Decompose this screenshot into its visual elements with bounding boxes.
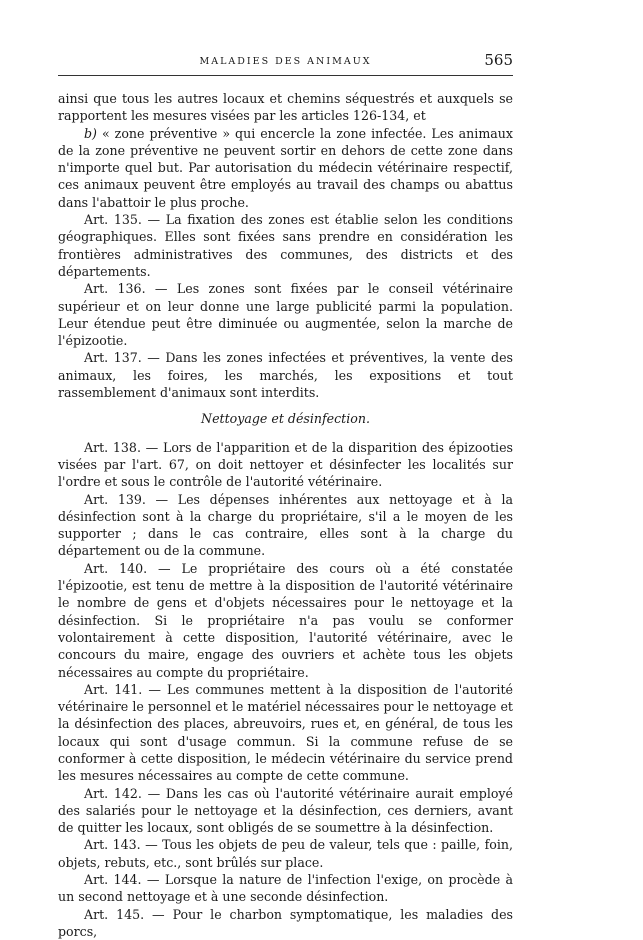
page-number: 565	[484, 51, 513, 69]
article-142: Art. 142. — Dans les cas où l'autorité vétérinaire aurait employé des salariés pour le nettoyage et la désinfection, ces derniers, avant de quitter les locaux, sont obligés de se soumettre à la désinfection.	[58, 785, 513, 836]
body-text	[58, 90, 513, 940]
article-139: Art. 139. — Les dépenses inhérentes aux nettoyage et à la désinfection sont à la charge du propriétaire, s'il a le moyen de les supporter ; dans le cas contraire, elles sont à la charge du département ou de la commune.	[58, 491, 513, 559]
article-136: Art. 136. — Les zones sont fixées par le conseil vétérinaire supérieur et on leur donne une large publicité parmi la population. Leur étendue peut être diminuée ou augmentée, selon la marche de l'épizootie.	[58, 281, 513, 349]
article-141: Art. 141. — Les communes mettent à la disposition de l'autorité vétérinaire le personnel et le matériel nécessaires pour le nettoyage et la désinfection des places, abreuvoirs, rues et, en général, de tous les locaux qui sont d'usage commun. Si la commune refuse de se conformer à cette disposition, le médecin vétérinaire du service prend les mesures nécessaires au compte de cette commune.	[58, 681, 513, 784]
item-b-label: b)	[84, 125, 97, 141]
article-135: Art. 135. — La fixation des zones est établie selon les conditions géographiques. Elles sont fixées sans prendre en considération les frontières administratives des communes, des districts et des départements.	[58, 212, 513, 279]
section-heading: Nettoyage et désinfection.	[201, 411, 370, 427]
article-143: Art. 143. — Tous les objets de peu de valeur, tels que : paille, foin, objets, rebuts, etc., sont brûlés sur place.	[58, 837, 513, 870]
running-head: MALADIES DES ANIMAUX	[199, 56, 372, 67]
intro-paragraph: ainsi que tous les autres locaux et chemins séquestrés et auxquels se rapportent les mesures visées par les articles 126-134, et	[58, 91, 513, 124]
article-137: Art. 137. — Dans les zones infectées et préventives, la vente des animaux, les foires, les marchés, les expositions et tout rassemblement d'animaux sont interdits.	[58, 350, 513, 401]
article-138: Art. 138. — Lors de l'apparition et de la disparition des épizooties visées par l'art. 67, on doit nettoyer et désinfecter les localités sur l'ordre et sous le contrôle de l'autorité vétérinaire.	[58, 439, 513, 490]
item-b-text: « zone préventive » qui encercle la zone infectée. Les animaux de la zone préventive ne peuvent sortir en dehors de cette zone dans n'importe quel but. Par autorisation du médecin vétérinaire respectif, ces animaux peuvent être employés au travail des champs ou abattus dans l'abattoir le plus proche.	[58, 125, 513, 210]
item-b-paragraph	[58, 125, 513, 211]
article-144: Art. 144. — Lorsque la nature de l'infection l'exige, on procède à un second nettoyage et à une seconde désinfection.	[58, 872, 513, 905]
header-rule	[58, 75, 513, 76]
article-145: Art. 145. — Pour le charbon symptomatique, les maladies des porcs,	[58, 906, 513, 939]
article-140: Art. 140. — Le propriétaire des cours où a été constatée l'épizootie, est tenu de mettre à la disposition de l'autorité vétérinaire le nombre de gens et d'objets nécessaires pour le nettoyage et la désinfection. Si le propriétaire n'a pas voulu se conformer volontairement à cette disposition, l'autorité vétérinaire, avec le concours du maire, engage des ouvriers et achète tous les objets nécessaires au compte du propriétaire.	[58, 560, 513, 680]
